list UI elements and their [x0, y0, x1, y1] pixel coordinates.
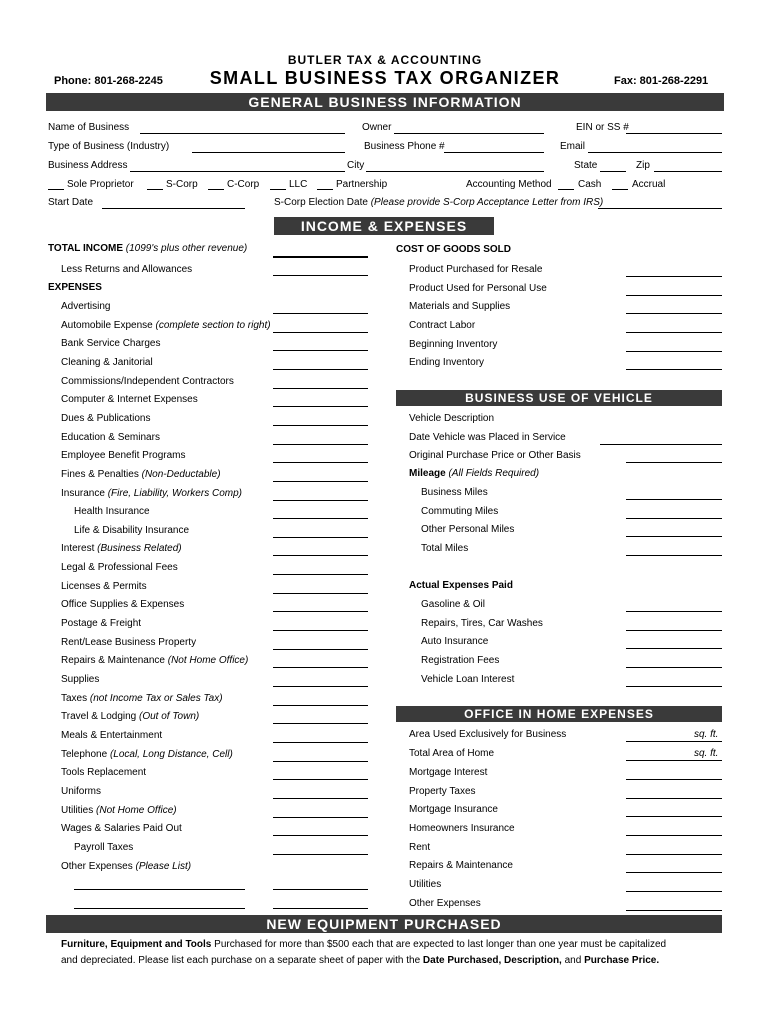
- home-repairs-maintenance-label: Repairs & Maintenance: [409, 860, 513, 872]
- expense-wages-salaries-paid-out-label: Wages & Salaries Paid Out: [61, 823, 182, 835]
- expense-supplies-label: Supplies: [61, 674, 100, 685]
- actual-gasoline-oil-field[interactable]: [626, 611, 722, 612]
- s-corp-label: S-Corp: [166, 179, 198, 190]
- expense-employee-benefit-programs-label: Employee Benefit Programs: [61, 450, 186, 462]
- mileage-commuting-miles-field[interactable]: [626, 518, 722, 519]
- cogs-heading: COST OF GOODS SOLD: [396, 244, 512, 255]
- expense-insurance-field[interactable]: [273, 500, 368, 501]
- actual-vehicle-loan-interest-field[interactable]: [626, 686, 722, 687]
- expense-office-supplies-expenses-label: Office Supplies & Expenses: [61, 599, 185, 611]
- expense-fines-penalties-label: Fines & Penalties (Non-Deductable): [61, 468, 221, 480]
- expense-life-disability-insurance-label: Life & Disability Insurance: [74, 524, 190, 536]
- section-vehicle-header: BUSINESS USE OF VEHICLE: [396, 390, 722, 406]
- expense-payroll-taxes-label: Payroll Taxes: [74, 841, 134, 853]
- expense-employee-benefit-programs-field[interactable]: [273, 462, 368, 463]
- expense-utilities-field[interactable]: [273, 817, 368, 818]
- partnership-checkbox[interactable]: [317, 189, 333, 190]
- expense-legal-professional-fees-label: Legal & Professional Fees: [61, 562, 178, 574]
- other-expense-amount-field[interactable]: [273, 889, 368, 890]
- start-date-label: Start Date: [48, 197, 94, 208]
- scorp-election-label: S-Corp Election Date (Please provide S-Corp Acceptance Letter from IRS): [274, 197, 604, 208]
- expense-taxes-field[interactable]: [273, 705, 368, 706]
- expense-postage-freight-label: Postage & Freight: [61, 618, 142, 630]
- expense-education-seminars-label: Education & Seminars: [61, 431, 160, 443]
- expense-commissions-independent-contractors-field[interactable]: [273, 388, 368, 389]
- phone-number: Phone: 801-268-2245: [54, 75, 163, 87]
- business-phone-label: Business Phone #: [364, 141, 445, 152]
- less-returns-label: Less Returns and Allowances: [61, 264, 193, 275]
- cogs-ending-inventory-field[interactable]: [626, 369, 722, 370]
- zip-field[interactable]: [654, 171, 722, 172]
- mileage-other-personal-miles-field[interactable]: [626, 536, 722, 537]
- ein-field[interactable]: [626, 133, 722, 134]
- cogs-contract-labor-label: Contract Labor: [409, 319, 476, 331]
- expense-tools-replacement-field[interactable]: [273, 779, 368, 780]
- expense-interest-label: Interest (Business Related): [61, 543, 182, 555]
- total-area-label: Total Area of Home: [409, 748, 495, 759]
- actual-repairs-tires-car-washes-field[interactable]: [626, 630, 722, 631]
- firm-name: BUTLER TAX & ACCOUNTING: [287, 53, 483, 67]
- expense-insurance-label: Insurance (Fire, Liability, Workers Comp): [61, 487, 242, 499]
- expense-bank-service-charges-label: Bank Service Charges: [61, 338, 161, 350]
- expense-uniforms-field[interactable]: [273, 798, 368, 799]
- home-homeowners-insurance-label: Homeowners Insurance: [409, 822, 515, 834]
- cogs-product-used-for-personal-use-label: Product Used for Personal Use: [409, 282, 547, 294]
- start-date-field[interactable]: [102, 208, 245, 209]
- expense-supplies-field[interactable]: [273, 686, 368, 687]
- expense-taxes-label: Taxes (not Income Tax or Sales Tax): [61, 692, 223, 704]
- expense-uniforms-label: Uniforms: [61, 785, 102, 797]
- expense-automobile-expense-field[interactable]: [273, 332, 368, 333]
- less-returns-field[interactable]: [273, 275, 368, 276]
- home-property-taxes-label: Property Taxes: [409, 785, 476, 797]
- expense-utilities-label: Utilities (Not Home Office): [61, 804, 177, 816]
- expense-education-seminars-field[interactable]: [273, 444, 368, 445]
- expense-fines-penalties-field[interactable]: [273, 481, 368, 482]
- actual-registration-fees-label: Registration Fees: [421, 654, 500, 666]
- expense-interest-field[interactable]: [273, 555, 368, 556]
- mileage-commuting-miles-label: Commuting Miles: [421, 505, 499, 517]
- business-address-field[interactable]: [130, 171, 345, 172]
- cogs-product-purchased-for-resale-field[interactable]: [626, 276, 722, 277]
- total-income-field[interactable]: [273, 256, 368, 258]
- home-mortgage-interest-label: Mortgage Interest: [409, 767, 488, 778]
- expense-rent-lease-business-property-field[interactable]: [273, 649, 368, 650]
- expense-computer-internet-expenses-label: Computer & Internet Expenses: [61, 394, 198, 406]
- name-of-business-label: Name of Business: [48, 122, 130, 133]
- other-expense-amount-field[interactable]: [273, 908, 368, 909]
- expense-automobile-expense-label: Automobile Expense (complete section to right): [61, 319, 271, 331]
- mileage-business-miles-field[interactable]: [626, 499, 722, 500]
- expense-health-insurance-field[interactable]: [273, 518, 368, 519]
- vehicle-original-purchase-price-or-other-basis-field[interactable]: [626, 462, 722, 463]
- home-other-expenses-field[interactable]: [626, 910, 722, 911]
- expenses-heading: EXPENSES: [48, 282, 102, 293]
- fax-number: Fax: 801-268-2291: [614, 75, 709, 87]
- expense-dues-publications-label: Dues & Publications: [61, 412, 151, 424]
- expense-other-expenses-label: Other Expenses (Please List): [61, 860, 192, 872]
- mileage-label: Mileage (All Fields Required): [409, 468, 540, 479]
- vehicle-date-vehicle-was-placed-in-service-field[interactable]: [600, 444, 722, 445]
- c-corp-label: C-Corp: [227, 179, 260, 190]
- actual-repairs-tires-car-washes-label: Repairs, Tires, Car Washes: [421, 617, 543, 629]
- llc-label: LLC: [289, 179, 308, 190]
- mileage-business-miles-label: Business Miles: [421, 487, 488, 498]
- expense-rent-lease-business-property-label: Rent/Lease Business Property: [61, 636, 197, 648]
- cogs-ending-inventory-label: Ending Inventory: [409, 357, 485, 369]
- state-label: State: [574, 160, 598, 171]
- home-other-expenses-label: Other Expenses: [409, 897, 481, 909]
- actual-registration-fees-field[interactable]: [626, 667, 722, 668]
- mileage-total-miles-field[interactable]: [626, 555, 722, 556]
- name-of-business-field[interactable]: [140, 133, 345, 134]
- expense-licenses-permits-label: Licenses & Permits: [61, 580, 147, 592]
- ein-label: EIN or SS #: [576, 122, 629, 133]
- actual-auto-insurance-field[interactable]: [626, 648, 722, 649]
- home-repairs-maintenance-field[interactable]: [626, 872, 722, 873]
- owner-field[interactable]: [394, 133, 544, 134]
- accounting-method-label: Accounting Method: [466, 179, 552, 190]
- type-of-business-label: Type of Business (Industry): [48, 141, 170, 152]
- accrual-label: Accrual: [632, 179, 666, 190]
- sole-proprietor-label: Sole Proprietor: [67, 179, 134, 190]
- section-equipment-header: NEW EQUIPMENT PURCHASED: [46, 915, 722, 933]
- business-phone-field[interactable]: [444, 152, 544, 153]
- actual-expenses-heading: Actual Expenses Paid: [409, 580, 513, 591]
- expense-life-disability-insurance-field[interactable]: [273, 537, 368, 538]
- equipment-instructions-line2: and depreciated. Please list each purchase on a separate sheet of paper with the Date Purchased, Description, and Purchase Price.: [61, 955, 660, 966]
- section-home-office-header: OFFICE IN HOME EXPENSES: [396, 706, 722, 722]
- accrual-checkbox[interactable]: [612, 189, 628, 190]
- expense-cleaning-janitorial-field[interactable]: [273, 369, 368, 370]
- actual-auto-insurance-label: Auto Insurance: [421, 636, 489, 648]
- actual-vehicle-loan-interest-label: Vehicle Loan Interest: [421, 673, 515, 685]
- cash-label: Cash: [578, 179, 602, 190]
- home-utilities-label: Utilities: [409, 878, 442, 890]
- home-mortgage-insurance-label: Mortgage Insurance: [409, 804, 498, 816]
- cogs-product-purchased-for-resale-label: Product Purchased for Resale: [409, 264, 543, 275]
- home-rent-label: Rent: [409, 841, 431, 853]
- expense-licenses-permits-field[interactable]: [273, 593, 368, 594]
- expense-repairs-maintenance-field[interactable]: [273, 667, 368, 668]
- cogs-materials-and-supplies-field[interactable]: [626, 313, 722, 314]
- other-expense-description-field[interactable]: [74, 889, 245, 890]
- expense-bank-service-charges-field[interactable]: [273, 350, 368, 351]
- city-label: City: [347, 160, 365, 171]
- home-mortgage-interest-field[interactable]: [626, 779, 722, 780]
- cogs-beginning-inventory-label: Beginning Inventory: [409, 338, 498, 350]
- cash-checkbox[interactable]: [558, 189, 574, 190]
- s-corp-checkbox[interactable]: [147, 189, 163, 190]
- expense-travel-lodging-field[interactable]: [273, 723, 368, 724]
- expense-commissions-independent-contractors-label: Commissions/Independent Contractors: [61, 375, 234, 387]
- email-field[interactable]: [588, 152, 722, 153]
- section-general-header: GENERAL BUSINESS INFORMATION: [46, 93, 724, 111]
- expense-repairs-maintenance-label: Repairs & Maintenance (Not Home Office): [61, 655, 249, 667]
- expense-telephone-field[interactable]: [273, 761, 368, 762]
- email-label: Email: [560, 141, 586, 152]
- mileage-other-personal-miles-label: Other Personal Miles: [421, 524, 515, 536]
- expense-wages-salaries-paid-out-field[interactable]: [273, 835, 368, 836]
- vehicle-date-vehicle-was-placed-in-service-label: Date Vehicle was Placed in Service: [409, 431, 566, 443]
- expense-health-insurance-label: Health Insurance: [74, 506, 150, 518]
- home-homeowners-insurance-field[interactable]: [626, 835, 722, 836]
- area-exclusive-field[interactable]: [626, 741, 722, 742]
- sole-proprietor-checkbox[interactable]: [48, 189, 64, 190]
- vehicle-vehicle-description-label: Vehicle Description: [409, 413, 495, 424]
- partnership-label: Partnership: [336, 179, 388, 190]
- page-title: SMALL BUSINESS TAX ORGANIZER: [209, 68, 561, 88]
- expense-computer-internet-expenses-field[interactable]: [273, 406, 368, 407]
- zip-label: Zip: [636, 160, 650, 171]
- expense-payroll-taxes-field[interactable]: [273, 854, 368, 855]
- business-address-label: Business Address: [48, 160, 128, 171]
- llc-checkbox[interactable]: [270, 189, 286, 190]
- home-property-taxes-field[interactable]: [626, 798, 722, 799]
- expense-tools-replacement-label: Tools Replacement: [61, 767, 147, 779]
- cogs-beginning-inventory-field[interactable]: [626, 351, 722, 352]
- expense-advertising-field[interactable]: [273, 313, 368, 314]
- cogs-product-used-for-personal-use-field[interactable]: [626, 295, 722, 296]
- home-rent-field[interactable]: [626, 854, 722, 855]
- scorp-election-field[interactable]: [598, 208, 722, 209]
- total-area-field[interactable]: [626, 760, 722, 761]
- c-corp-checkbox[interactable]: [208, 189, 224, 190]
- type-of-business-field[interactable]: [192, 152, 345, 153]
- actual-gasoline-oil-label: Gasoline & Oil: [421, 599, 485, 610]
- expense-postage-freight-field[interactable]: [273, 630, 368, 631]
- mileage-total-miles-label: Total Miles: [421, 542, 469, 554]
- expense-legal-professional-fees-field[interactable]: [273, 574, 368, 575]
- expense-office-supplies-expenses-field[interactable]: [273, 611, 368, 612]
- expense-cleaning-janitorial-label: Cleaning & Janitorial: [61, 356, 153, 368]
- expense-dues-publications-field[interactable]: [273, 425, 368, 426]
- equipment-instructions-line1: Furniture, Equipment and Tools Purchased for more than $500 each that are expected to last longer than one year must be capitalized: [61, 939, 667, 950]
- home-mortgage-insurance-field[interactable]: [626, 816, 722, 817]
- expense-advertising-label: Advertising: [61, 301, 111, 312]
- home-utilities-field[interactable]: [626, 891, 722, 892]
- cogs-materials-and-supplies-label: Materials and Supplies: [409, 301, 511, 313]
- section-income-expenses-header: INCOME & EXPENSES: [274, 217, 494, 235]
- vehicle-original-purchase-price-or-other-basis-label: Original Purchase Price or Other Basis: [409, 450, 581, 462]
- expense-meals-entertainment-label: Meals & Entertainment: [61, 729, 163, 741]
- area-exclusive-label: Area Used Exclusively for Business: [409, 729, 567, 740]
- state-field[interactable]: [600, 171, 626, 172]
- owner-label: Owner: [362, 122, 392, 133]
- other-expense-description-field[interactable]: [74, 908, 245, 909]
- expense-meals-entertainment-field[interactable]: [273, 742, 368, 743]
- expense-telephone-label: Telephone (Local, Long Distance, Cell): [61, 748, 233, 760]
- expense-travel-lodging-label: Travel & Lodging (Out of Town): [61, 711, 200, 723]
- cogs-contract-labor-field[interactable]: [626, 332, 722, 333]
- sqft-unit: sq. ft.: [694, 748, 719, 759]
- sqft-unit: sq. ft.: [694, 729, 719, 740]
- city-field[interactable]: [366, 171, 544, 172]
- total-income-label: TOTAL INCOME (1099's plus other revenue): [48, 243, 248, 254]
